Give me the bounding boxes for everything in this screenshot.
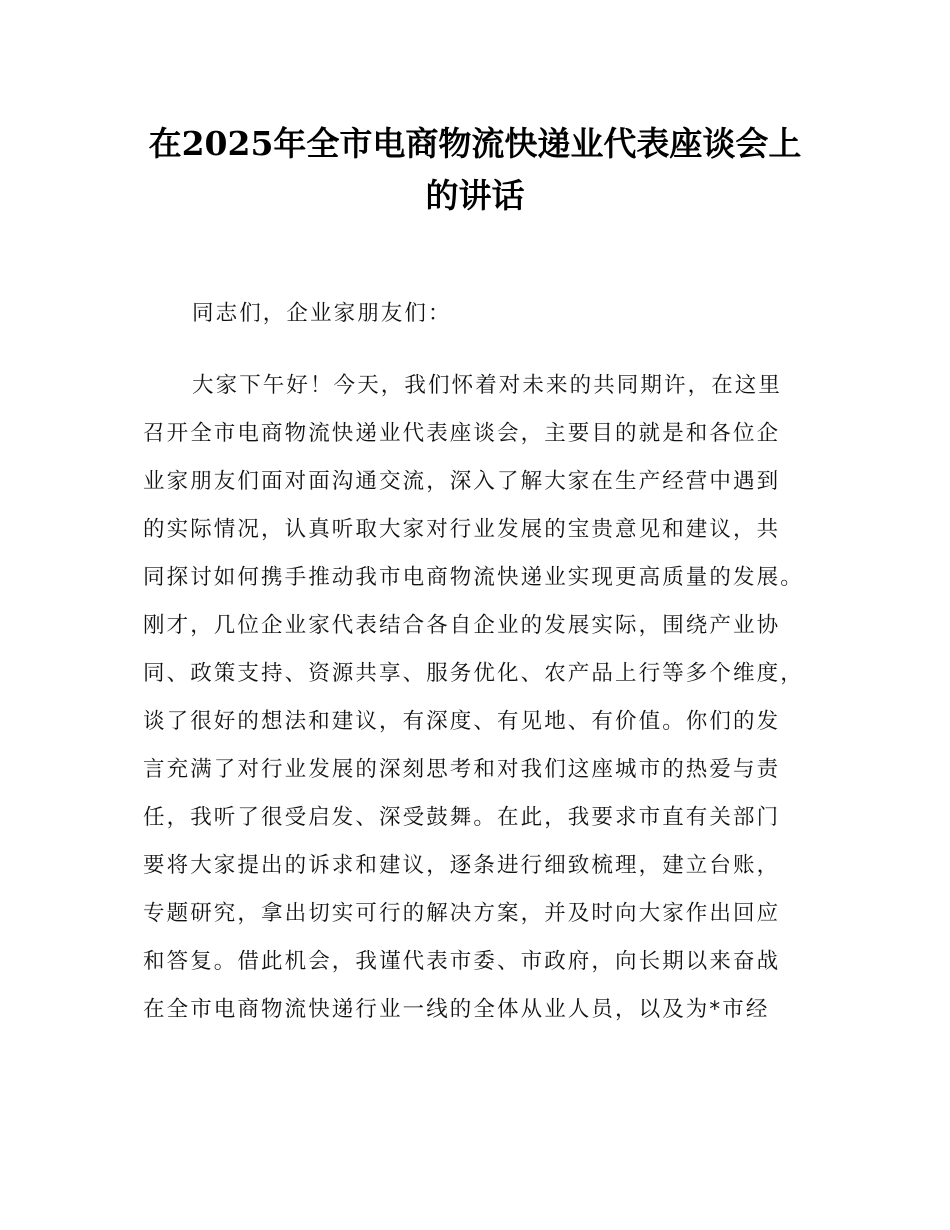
paragraph-line: 召开全市电商物流快递业代表座谈会，主要目的就是和各位企 xyxy=(143,421,781,446)
paragraph-gap xyxy=(143,338,815,362)
paragraph-line: 刚才，几位企业家代表结合各自企业的发展实际，围绕产业协 xyxy=(143,613,781,638)
paragraph-line: 谈了很好的想法和建议，有深度、有见地、有价值。你们的发 xyxy=(143,709,781,734)
title-line-1: 在2025年全市电商物流快递业代表座谈会上 xyxy=(148,124,802,163)
paragraph-line: 专题研究，拿出切实可行的解决方案，并及时向大家作出回应 xyxy=(143,901,781,926)
paragraph-line: 在全市电商物流快递行业一线的全体从业人员，以及为*市经 xyxy=(143,997,770,1022)
salutation: 同志们，企业家朋友们： xyxy=(192,301,452,326)
paragraph-line: 的实际情况，认真听取大家对行业发展的宝贵意见和建议，共 xyxy=(143,517,781,542)
title-line-2: 的讲话 xyxy=(425,176,525,215)
paragraph-line: 业家朋友们面对面沟通交流，深入了解大家在生产经营中遇到 xyxy=(143,469,781,494)
paragraph-line: 同探讨如何携手推动我市电商物流快递业实现更高质量的发展。 xyxy=(143,565,804,590)
paragraph-line: 大家下午好！今天，我们怀着对未来的共同期许，在这里 xyxy=(192,373,783,398)
paragraph-line: 和答复。借此机会，我谨代表市委、市政府，向长期以来奋战 xyxy=(143,949,781,974)
paragraph-line: 同、政策支持、资源共享、服务优化、农产品上行等多个维度， xyxy=(143,661,804,686)
document-title xyxy=(120,118,830,222)
paragraph-line: 言充满了对行业发展的深刻思考和对我们这座城市的热爱与责 xyxy=(143,757,781,782)
paragraph-line: 要将大家提出的诉求和建议，逐条进行细致梳理，建立台账， xyxy=(143,853,781,878)
document-body xyxy=(143,290,815,1034)
paragraph-line: 任，我听了很受启发、深受鼓舞。在此，我要求市直有关部门 xyxy=(143,805,781,830)
